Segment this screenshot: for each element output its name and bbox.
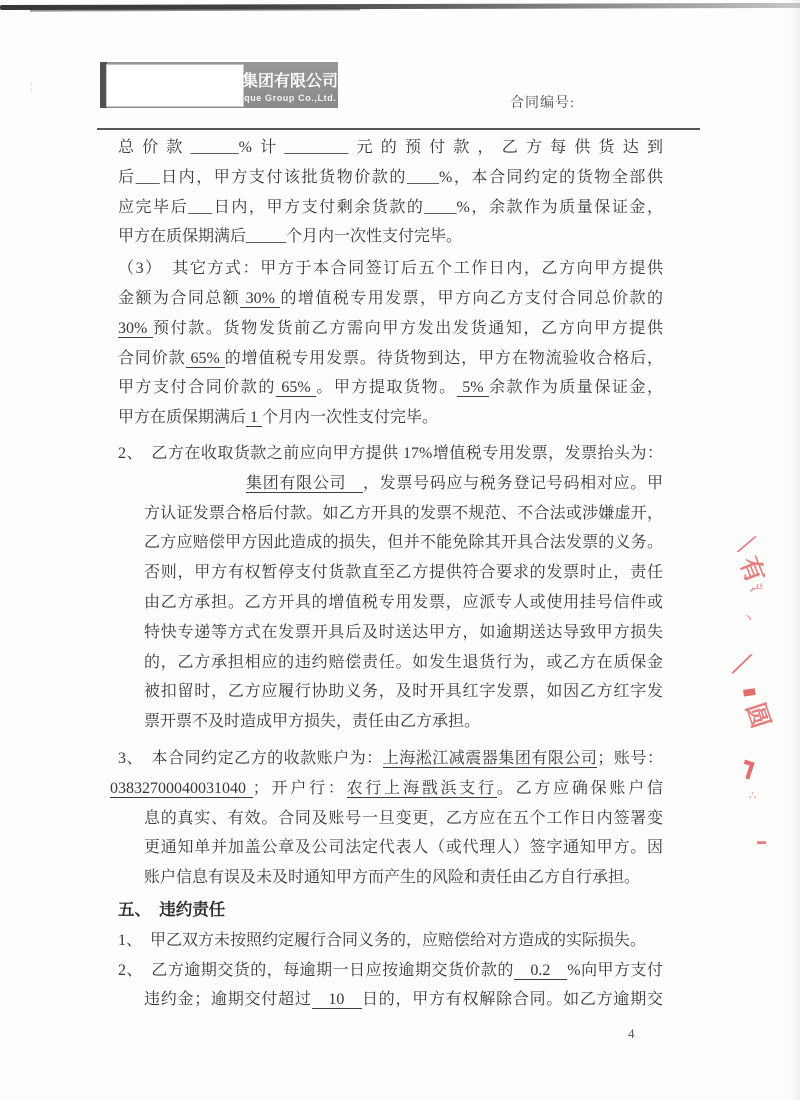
text-line: [118, 804, 663, 834]
text-line: [118, 373, 663, 403]
clause-5-2: [118, 956, 663, 1016]
text-line: [118, 707, 663, 737]
text-segment: 余款作为质量保证金，: [489, 379, 663, 397]
text-segment: ___: [135, 168, 160, 186]
text-segment: 日内，甲方支付剩余货款的: [212, 198, 425, 216]
document-body: [110, 133, 663, 1015]
text-line: [118, 193, 663, 223]
text-line: [118, 344, 663, 374]
text-segment: 被扣留时，乙方应履行协助义务，及时开具红字发票，如因乙方红字发: [144, 683, 663, 701]
text-segment: 应完毕后: [118, 198, 189, 216]
text-segment: 方认证发票合格后付款。如乙方开具的发票不规范、不合法或涉嫌虚开，: [144, 504, 663, 522]
text-segment: 票开票不及时造成甲方损失，责任由乙方承担。: [144, 713, 481, 731]
stamp-fragment: ∴: [749, 790, 756, 802]
filled-blank: 1: [246, 409, 263, 427]
text-segment: ；账号：: [597, 749, 663, 767]
text-segment: 。甲方提取货物。: [316, 379, 457, 397]
text-segment: 甲方支付合同价款的: [118, 379, 276, 397]
filled-blank: 03832700040031040: [110, 779, 253, 797]
text-segment: 金额为合同总额: [118, 289, 241, 307]
text-segment: 息的真实、有效。合同及账号一旦变更，乙方应在五个工作日内签署变: [144, 809, 663, 827]
text-segment: 个月内一次性支付完毕。: [262, 409, 439, 427]
stamp-fragment: 丶: [742, 611, 756, 626]
text-line: [118, 926, 663, 956]
scan-artifact-top-line-left: [30, 8, 360, 11]
text-segment: 个月内一次性支付完毕。: [286, 228, 463, 246]
text-segment: 合同价款: [118, 349, 186, 367]
filled-blank: 30%: [240, 289, 281, 307]
text-segment: ；开户行：: [252, 779, 347, 797]
text-segment: ________: [284, 139, 349, 156]
stamp-fragment: ▬: [757, 836, 766, 846]
text-line: [118, 222, 663, 252]
text-line: [118, 163, 663, 193]
text-segment: 元的预付款，乙方每供货达到: [348, 139, 663, 156]
text-segment: %，本合同约定的货物全部供: [438, 168, 663, 186]
company-logo-subtitle: ique Group Co.,Ltd.: [241, 93, 337, 103]
filled-blank: 10: [311, 991, 362, 1009]
text-segment: 日的，甲方有权解除合同。如乙方逾期交: [361, 991, 663, 1009]
text-line: [118, 985, 663, 1015]
text-segment: 2、 乙方在收取货款之前应向甲方提供 17%增值税专用发票，发票抬头为：: [118, 444, 663, 462]
text-segment: ____: [424, 198, 457, 216]
scan-artifact-right-edge: [790, 0, 800, 1100]
filled-blank: 0.2: [513, 961, 568, 979]
clause-payment-tail: [118, 133, 663, 252]
text-segment: 五、 违约责任: [118, 900, 226, 919]
filled-blank: 上海淞江减震器集团有限公司: [382, 749, 598, 767]
company-logo-title: 集团有限公司: [242, 73, 339, 90]
text-line: [118, 588, 663, 618]
text-line: [118, 284, 663, 314]
text-segment: 否则，甲方有权暂停支付货款直至乙方提供符合要求的发票时止，责任: [144, 564, 663, 582]
stamp-fragment: 有: [733, 553, 769, 587]
text-line: [118, 677, 663, 707]
stamp-fragment: 圆: [740, 699, 774, 732]
text-segment: 甲方在质保期满后: [118, 409, 247, 427]
text-segment: 的增值税专用发票，甲方向乙方支付合同总价款的: [280, 289, 663, 307]
text-line: [118, 648, 663, 678]
text-segment: 3、 本合同约定乙方的收款账户为：: [118, 749, 383, 767]
text-segment: 甲方在质保期满后: [118, 228, 247, 246]
text-line: [118, 469, 663, 499]
company-logo-band: [100, 62, 338, 108]
text-segment: 。乙方应确保账户信: [496, 779, 663, 797]
page-number: 4: [628, 1026, 635, 1041]
text-segment: 更通知单并加盖公章及公司法定代表人（或代理人）签字通知甲方。因: [144, 839, 663, 857]
header-divider-line: [97, 128, 700, 130]
clause-other-method: [118, 254, 663, 433]
stamp-fragment: ▃: [742, 679, 756, 697]
clause-invoice-2: [118, 439, 663, 737]
stamp-fragment: ∕: [735, 645, 748, 684]
text-line: [110, 774, 663, 804]
logo-redaction-box: [106, 64, 244, 107]
text-segment: _____: [246, 228, 287, 246]
text-line: [118, 314, 663, 344]
filled-blank: 集团有限公司: [246, 474, 363, 492]
stamp-fragment: 氵: [746, 581, 769, 604]
text-segment: ____: [406, 168, 439, 186]
text-segment: ，发票号码应与税务登记号码相对应。甲: [362, 474, 663, 492]
text-line: [118, 833, 663, 863]
scan-artifact-left-speck: ¦: [30, 80, 33, 92]
text-segment: 后: [118, 168, 136, 186]
filled-blank: 30%: [118, 319, 153, 337]
stamp-fragment: ∕: [740, 527, 754, 562]
filled-blank: 5%: [456, 379, 490, 397]
text-segment: 预付款。货物发货前乙方需向甲方发出发货通知，乙方向甲方提供: [152, 319, 663, 337]
stamp-fragment: ┓: [740, 748, 764, 781]
text-line: [118, 403, 663, 433]
text-segment: ___: [188, 198, 213, 216]
text-segment: 总价款: [118, 139, 191, 156]
filled-blank: 65%: [185, 349, 225, 367]
text-line: [118, 499, 663, 529]
text-line: [118, 133, 663, 163]
text-segment: %，余款作为质量保证金，: [456, 198, 663, 216]
text-segment: 1、 甲乙双方未按照约定履行合同义务的，应赔偿给对方造成的实际损失。: [118, 931, 647, 949]
text-segment: 账户信息有误及未及时通知甲方而产生的风险和责任由乙方自行承担。: [144, 869, 641, 887]
text-line: [118, 896, 663, 926]
text-line: [118, 744, 663, 774]
text-line: [118, 956, 663, 986]
text-line: [118, 618, 663, 648]
text-segment: ______: [190, 139, 239, 156]
text-segment: 由乙方承担。乙方开具的增值税专用发票，应派专人或使用挂号信件或: [144, 593, 663, 611]
text-segment: 乙方应赔偿甲方因此造成的损失，但并不能免除其开具合法发票的义务。: [144, 534, 663, 552]
text-segment: 的增值税专用发票。待货物到达，甲方在物流验收合格后，: [224, 349, 663, 367]
text-segment: 特快专递等方式在发票开具后及时送达甲方，如逾期送达导致甲方损失: [144, 623, 663, 641]
text-line: [118, 863, 663, 893]
contract-number-label: 合同编号:: [510, 96, 575, 111]
text-line: [118, 254, 663, 284]
clause-5-1: [118, 926, 663, 956]
text-line: [118, 439, 663, 469]
text-segment: 的，乙方承担相应的违约赔偿责任。如发生退货行为，或乙方在质保金: [144, 653, 663, 671]
text-segment: %向甲方支付: [567, 961, 663, 979]
text-segment: 2、 乙方逾期交货的，每逾期一日应按逾期交货价款的: [118, 961, 514, 979]
text-segment: 违约金；逾期交付超过: [144, 991, 312, 1009]
text-segment: （3） 其它方式：甲方于本合同签订后五个工作日内，乙方向甲方提供: [118, 260, 663, 278]
text-line: [118, 558, 663, 588]
text-segment: 日内，甲方支付该批货物价款的: [159, 168, 407, 186]
clause-account-3: [110, 744, 663, 893]
filled-blank: 农行上海戬浜支行: [346, 779, 497, 797]
section-5-heading: [118, 896, 663, 926]
text-segment: %计: [238, 139, 285, 156]
text-line: [118, 528, 663, 558]
filled-blank: 65%: [275, 379, 317, 397]
